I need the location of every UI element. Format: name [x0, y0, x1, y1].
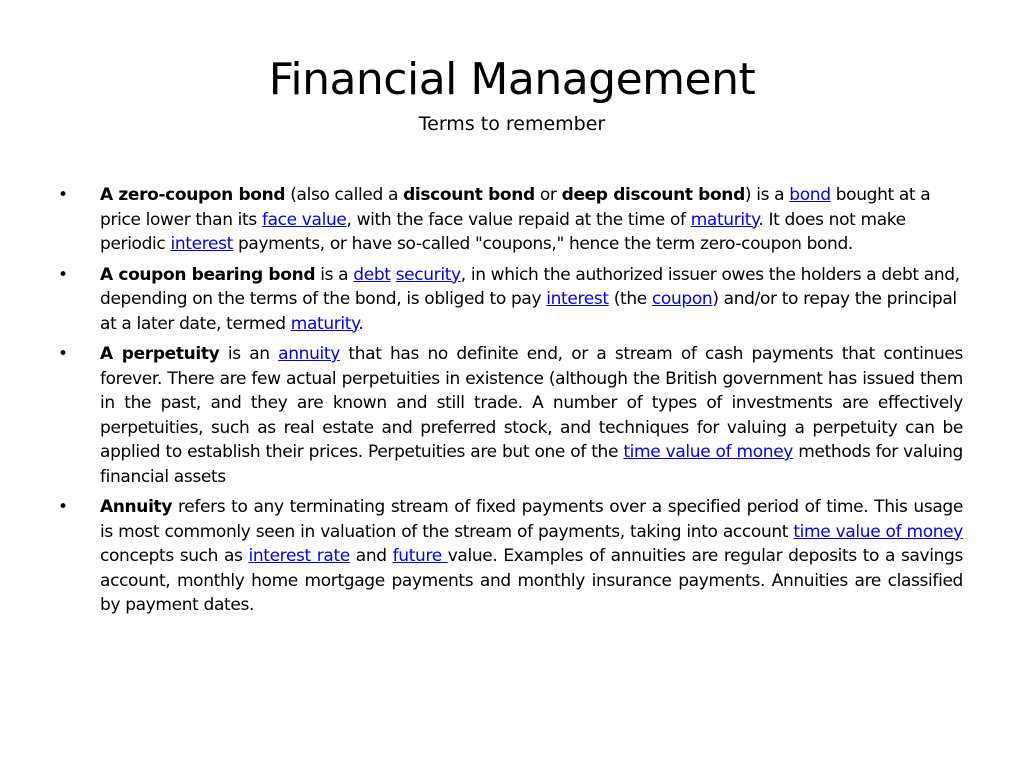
list-item-annuity [58, 495, 963, 618]
text-fragment: and [349, 546, 393, 566]
text-fragment: concepts such as [100, 546, 249, 566]
link-security[interactable]: security [395, 264, 461, 285]
list-item-text [100, 495, 963, 618]
slide-body [58, 183, 963, 624]
slide-subtitle: Terms to remember [418, 113, 606, 135]
link-interest[interactable]: interest [170, 234, 233, 254]
slide-title: Financial Management [268, 54, 756, 105]
link-coupon[interactable]: coupon [651, 289, 713, 309]
bullet: • [58, 497, 68, 517]
text-fragment: . [358, 313, 364, 334]
list-item-perpetuity [58, 342, 963, 489]
list-item-text [100, 265, 960, 334]
text-fragment: payments, or have so-called "coupons," hence the term zero-coupon bond. [232, 234, 853, 254]
text-fragment: ) is a [744, 185, 790, 205]
text-fragment: . It does not make periodic [100, 209, 906, 254]
text-fragment: , in which the authorized issuer owes the holders a debt and, depending on the terms of the bond, is obliged to pay [100, 264, 960, 309]
link-time-value-of-money[interactable]: time value of money [623, 442, 794, 462]
terms-list [58, 183, 963, 618]
list-item-text [100, 185, 930, 254]
term-perpetuity: A perpetuity [100, 344, 220, 364]
term-coupon-bearing-bond: A coupon bearing bond [100, 264, 316, 285]
text-fragment: value. Examples of annuities are regular deposits to a savings account, monthly home mortgage payments and monthly insurance payments. Annuities are classified by payment dates. [100, 546, 963, 615]
link-debt[interactable]: debt [353, 264, 391, 285]
bullet: • [58, 264, 68, 285]
list-item-coupon-bearing-bond [58, 263, 963, 337]
text-fragment: that has no definite end, or a stream of cash payments that continues forever. There are few actual perpetuities in existence (although the British government has issued them in the past, and they are known and still trade. A number of types of investments are effectively perpetuities, such as real estate and preferred stock, and techniques for valuing a perpetuity can be applied to establish their prices. Perpetuities are but one of the [100, 344, 963, 462]
term-annuity: Annuity [100, 497, 173, 517]
term-zero-coupon-bond: A zero-coupon bond [100, 185, 286, 205]
bullet: • [58, 344, 68, 364]
link-bond[interactable]: bond [789, 185, 831, 205]
text-fragment: (the [608, 289, 652, 309]
link-maturity[interactable]: maturity [690, 209, 759, 230]
text-fragment: ) and/or to repay the principal at a later date, termed [100, 289, 957, 334]
link-interest-rate[interactable]: interest rate [248, 546, 350, 566]
link-future[interactable]: future [392, 546, 448, 566]
bullet: • [58, 185, 68, 205]
link-interest[interactable]: interest [546, 289, 609, 309]
link-face-value[interactable]: face value [261, 209, 347, 230]
link-time-value-of-money[interactable]: time value of money [793, 521, 963, 542]
link-annuity[interactable]: annuity [278, 344, 340, 364]
text-fragment: methods for valuing financial assets [100, 442, 963, 487]
list-item-zero-coupon-bond [58, 183, 963, 257]
list-item-text [100, 342, 963, 489]
text-fragment: or [534, 185, 562, 205]
text-fragment: refers to any terminating stream of fixed payments over a specified period of time. This usage is most commonly seen in valuation of the stream of payments, taking into account [100, 497, 963, 542]
term-discount-bond: discount bond [403, 185, 535, 205]
link-maturity[interactable]: maturity [290, 313, 359, 334]
text-fragment: (also called a [285, 185, 404, 205]
text-fragment: bought at a price lower than its [100, 185, 931, 230]
term-deep-discount-bond: deep discount bond [561, 185, 745, 205]
title-block [0, 52, 1024, 136]
text-fragment: is an [219, 344, 279, 364]
text-fragment: , with the face value repaid at the time of [346, 209, 691, 230]
text-fragment: is a [315, 264, 354, 285]
